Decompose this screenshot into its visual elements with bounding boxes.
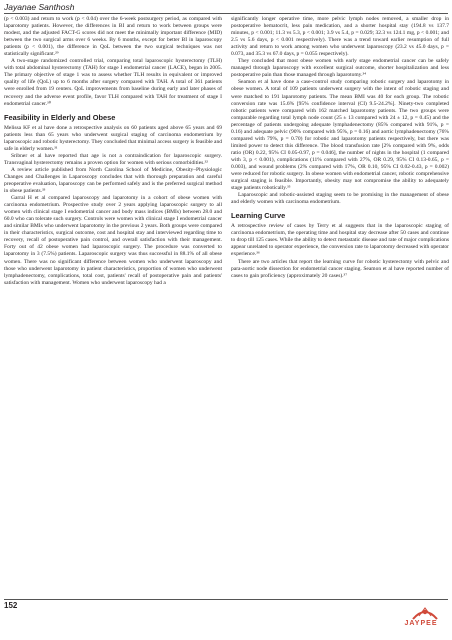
paragraph: Seamon et al have done a case-control study comparing robotic surgery and laparotomy in obese women. A total of 109 patients underwent surgery with the intent of robotic staging and were matched to 191 laparotomy patients. The mean BMI was 40 for each group. The robotic conversion rate was 15.6% [95% confidence interval (CI) 9.5-24.2%]. Ninety-two completed robotic patients were compared with 162 matched laparotomy patients. The two groups were comparable regarding total lymph node count (25 ± 13 compared with 24 ± 12, p = 0.45) and the percentage of patients undergoing adequate lymphadenectomy (85% compared with 91%, p = 0.16) and adequate pelvic (90% compared with 95%, p = 0.16) and aortic lymphadenectomy (76% compared with 79%, p = 0.70) for robotic and laparotomy patients respectively, but there was limited power to detect this difference. The blood transfusion rate [2% compared with 9%, odds ratio (OR) 0.22, 95% CI 0.05-0.97, p = 0.046], the number of nights in the hospital (1 compared with 3, p < 0.001), complications (11% compared with 27%, OR 0.29, 95% CI 0.13-0.65, p = 0.003), and wound problems (2% compared with 17%, OR 0.10, 95% CI 0.02-0.43, p = 0.002) were reduced for robotic surgery. In obese women with endometrial cancer, robotic comprehensive surgical staging is feasible. Importantly, obesity may not compromise the ability to adequately stage patients robotically.³⁵ [231,79,449,192]
header-rule [4,13,448,14]
paragraph: significantly longer operative time, more pelvic lymph nodes removed, a smaller drop in postoperative hematocrit, less pain medication, and a shorter hospital stay (194.8 vs 137.7 minutes, p < 0.001; 11.3 vs 5.3, p < 0.001; 3.9 vs 5.4, p = 0.029; 32.3 vs 124.1 mg, p < 0.001; and 2.5 vs 5.6 days, p < 0.001 respectively). There was a trend toward earlier resumption of full activity and return to work among women who underwent laparoscopy (23.2 vs 45.0 days, p = 0.073, and 35.3 vs 67.0 days, p = 0.055 respectively). [231,16,449,58]
publisher-logo-icon [405,603,445,633]
section-heading: Feasibility in Elderly and Obese [4,112,116,122]
paragraph: Sribner et al have reported that age is not a contraindication for laparoscopic surgery. Transvaginal hysterectomy remains a proven option for women with serious comorbidities.³² [4,152,222,166]
publisher-logo-text: JAYPEE [404,620,438,627]
page-number: 152 [4,601,18,610]
left-column [4,16,222,287]
paragraph: Laparoscopic and robotic-assisted staging seem to be promising in the management of obese and elderly women with carcinoma endometrium. [231,192,449,206]
paragraph: They concluded that most obese women with early stage endometrial cancer can be safely managed through laparoscopy with excellent surgical outcome, shorter hospitalization and less postoperative pain than those managed through laparotomy.³⁴ [231,58,449,79]
paragraph: A review article published from North Carolina School of Medicine, Obesity–Physiologic Changes and Challenges in Laparoscopy concludes that with thorough preparation and careful preoperative evaluation, laparoscopy can be performed safely and is the preferred surgical method in obese patients.³³ [4,166,222,195]
paragraph: A two-stage randomized controlled trial, comparing total laparoscopic hysterectomy (TLH) with total abdominal hysterectomy (TAH) for stage I endometrial cancer (LACE), began in 2005. The primary objective of stage 1 was to assess whether TLH results in equivalent or improved quality of life (QoL) up to 6 months after surgery compared with TAH. A total of 361 patients were enrolled from 19 centers. QoL improvements from baseline during early and later phases of recovery and the adverse event profile, favor TLH compared with TAH for treatment of stage I endometrial cancer.³⁰ [4,58,222,107]
paragraph: Melissa KF et al have done a retrospective analysis on 60 patients aged above 65 years and 69 patients less than 65 years who underwent surgical staging of carcinoma endometrium by laparoscopic and robotic hysterectomy. They concluded that minimal access surgery is feasible and safe in elderly women.³¹ [4,124,222,152]
paragraph: Garral H et al compared laparoscopy and laparotomy in a cohort of obese women with carcinoma endometrium. Prospective study over 2 years applying laparoscopic surgery to all women with clinical stage I endometrial cancer and body mass indices (BMIs) between 28.0 and 60.0 who can tolerate such surgery. Controls were women with clinical stage I endometrial cancer and similar BMIs who underwent laparotomy in the previous 2 years. Both groups were compared in their characteristics, surgical outcome, cost and hospital stay and interviewed regarding time to recovery, recall of postoperative pain control, and overall satisfaction with their management. Forty out of 42 obese women had laparoscopic surgery. The procedure was converted to laparotomy in 3 (7.5%) patients. Laparoscopic surgery was thus successful in 88.1% of all obese women. There was no significant difference between women who underwent laparoscopy and those who underwent laparotomy in patient characteristics, proportion of women who underwent lymphadenectomy, complications, total cost, patients' recall of postoperative pain and patients' satisfaction with management. Women who underwent laparoscopy had a [4,195,222,286]
paragraph: There are two articles that report the learning curve for robotic hysterectomy with pelvic and para-aortic node dissection for endometrial cancer staging. Seamon et al have reported number of cases to gain proficiency (approximately 20 cases).³⁷ [231,258,449,279]
running-head: Jayanae Santhosh [4,2,75,12]
right-column [231,16,449,280]
paragraph: (p < 0.003) and return to work (p < 0.04) over the 6-week postsurgery period, as compared with laparotomy patients. However, the differences in BI and return to work between groups were modest, and the adjusted FACT-G scores did not meet the minimally important difference (MID) between the two surgical arms over 6 weeks. By 6 months, except for better BI in laparoscopy patients (p < 0.001), the difference in QoL between the two surgical techniques was not statistically significant.²⁹ [4,16,222,58]
footer-rule [4,599,448,600]
section-heading: Learning Curve [231,211,286,221]
paragraph: A retrospective review of cases by Terry et al suggests that in the laparoscopic staging of carcinoma endometrium, the operating time and hospital stay decrease after 50 cases and continue to drop till 125 cases. While the ability to detect metastatic disease and rate of major complications appear unrelated to operator experience, the conversion rate to laparotomy decreased with operator experience.³⁶ [231,223,449,258]
